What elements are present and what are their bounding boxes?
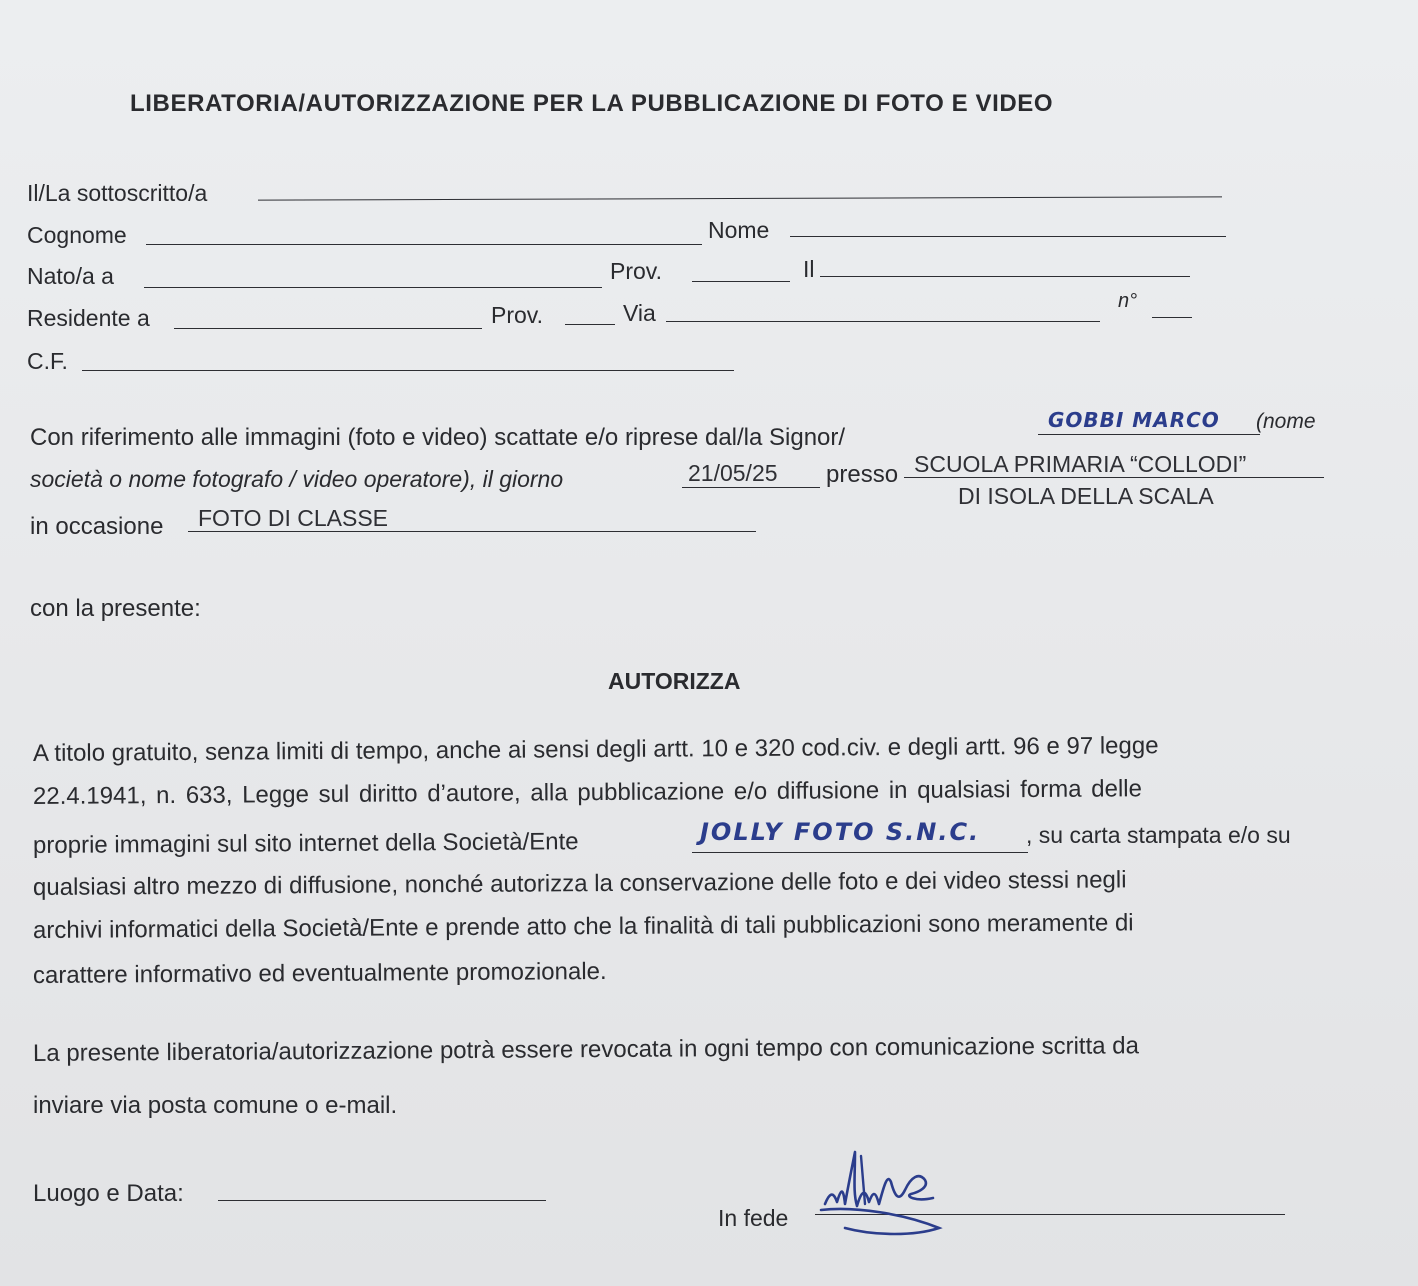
- nome-field[interactable]: [790, 236, 1226, 237]
- riferimento-line1: Con riferimento alle immagini (foto e video) scattate e/o riprese dal/la Signor/: [30, 424, 846, 451]
- numero-field[interactable]: [1152, 317, 1192, 318]
- signor-field[interactable]: [1038, 434, 1260, 435]
- presso-value-2: DI ISOLA DELLA SCALA: [958, 483, 1214, 509]
- sottoscritto-field[interactable]: [258, 196, 1222, 200]
- document-title: LIBERATORIA/AUTORIZZAZIONE PER LA PUBBLICAZIONE DI FOTO E VIDEO: [130, 90, 1054, 117]
- presso-label: presso: [826, 461, 899, 488]
- occasione-field[interactable]: [188, 531, 756, 532]
- giorno-field[interactable]: [682, 487, 820, 488]
- body-line5: archivi informatici della Società/Ente e prende atto che la finalità di tali pubblicazioni sono meramente di: [32, 909, 1134, 944]
- luogo-data-field[interactable]: [218, 1200, 546, 1201]
- body-line1: A titolo gratuito, senza limiti di tempo, anche ai sensi degli artt. 10 e 320 cod.civ. e degli artt. 96 e 97 legge: [32, 732, 1159, 767]
- numero-label: n°: [1118, 290, 1138, 312]
- prov-label: Prov.: [610, 258, 662, 284]
- in-fede-label: In fede: [718, 1205, 789, 1231]
- nato-label: Nato/a a: [27, 263, 114, 289]
- giorno-value: 21/05/25: [688, 460, 778, 486]
- sottoscritto-label: Il/La sottoscritto/a: [27, 180, 208, 206]
- prov2-label: Prov.: [491, 302, 543, 328]
- signature-scribble: [815, 1132, 955, 1242]
- revoca-line2: inviare via posta comune o e-mail.: [33, 1092, 398, 1119]
- con-la-presente: con la presente:: [30, 595, 201, 622]
- autorizza-heading: AUTORIZZA: [608, 668, 741, 694]
- presso-field[interactable]: [904, 477, 1324, 478]
- signor-value: GOBBI MARCO: [1048, 408, 1220, 432]
- riferimento-line1-end: (nome: [1256, 410, 1316, 433]
- body-line3a: proprie immagini sul sito internet della Società/Ente: [32, 828, 579, 859]
- cognome-field[interactable]: [146, 244, 702, 245]
- body-line2: 22.4.1941, n. 633, Legge sul diritto d’autore, alla pubblicazione e/o diffusione in qualsiasi forma delle: [32, 775, 1143, 810]
- ente-field[interactable]: [692, 852, 1028, 853]
- nome-label: Nome: [708, 217, 770, 243]
- data-nascita-field[interactable]: [820, 276, 1190, 277]
- occasione-value: FOTO DI CLASSE: [198, 505, 389, 531]
- prov-field[interactable]: [692, 281, 790, 282]
- via-label: Via: [623, 300, 656, 326]
- presso-value-1: SCUOLA PRIMARIA “COLLODI”: [914, 451, 1247, 477]
- via-field[interactable]: [666, 321, 1100, 322]
- residente-field[interactable]: [174, 328, 482, 329]
- prov2-field[interactable]: [565, 324, 615, 325]
- revoca-line1: La presente liberatoria/autorizzazione potrà essere revocata in ogni tempo con comunicazione scritta da: [32, 1032, 1140, 1067]
- body-line3b: , su carta stampata e/o su: [1026, 822, 1291, 848]
- cognome-label: Cognome: [27, 222, 127, 248]
- cf-field[interactable]: [82, 370, 734, 371]
- occasione-label: in occasione: [30, 513, 164, 540]
- ente-value: JOLLY FOTO S.N.C.: [700, 818, 981, 846]
- body-line6: carattere informativo ed eventualmente promozionale.: [32, 957, 607, 989]
- luogo-data-label: Luogo e Data:: [33, 1180, 184, 1207]
- nato-field[interactable]: [144, 287, 602, 288]
- body-line4: qualsiasi altro mezzo di diffusione, nonché autorizza la conservazione delle foto e dei video stessi negli: [32, 866, 1127, 901]
- riferimento-line2: società o nome fotografo / video operatore), il giorno: [30, 466, 564, 492]
- residente-label: Residente a: [27, 305, 150, 331]
- il-label: Il: [803, 256, 815, 282]
- cf-label: C.F.: [27, 348, 68, 374]
